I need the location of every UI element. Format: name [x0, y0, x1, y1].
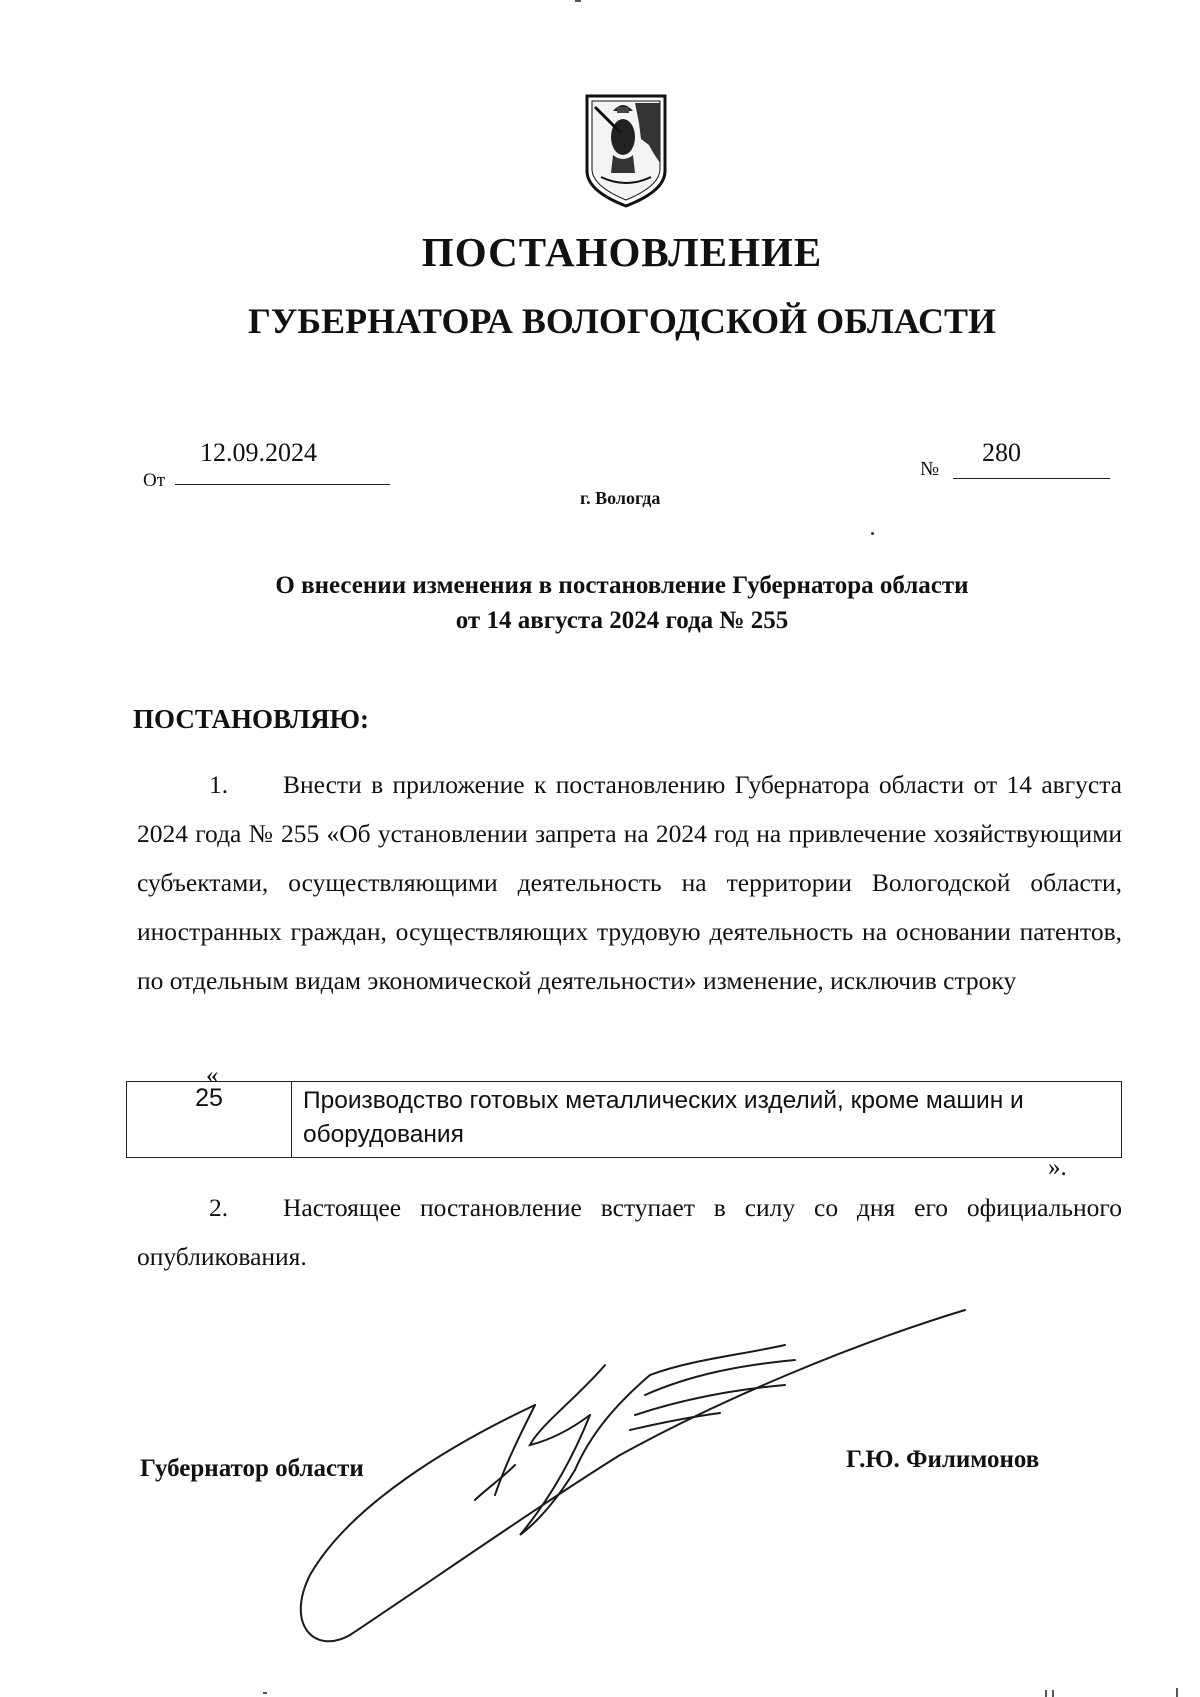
- signatory-name: Г.Ю. Филимонов: [846, 1446, 1040, 1473]
- document-subject: [0, 568, 1200, 638]
- paragraph-number: 2.: [209, 1193, 229, 1222]
- excluded-row-table: [126, 1081, 1122, 1158]
- document-subtitle: ГУБЕРНАТОРА ВОЛОГОДСКОЙ ОБЛАСТИ: [247, 301, 997, 341]
- signatory-title: Губернатор области: [140, 1455, 364, 1482]
- document-date: 12.09.2024: [200, 438, 317, 467]
- subject-line-2: от 14 августа 2024 года № 255: [455, 607, 789, 634]
- paragraph-text: Настоящее постановление вступает в силу со дня его официального опубликования.: [137, 1193, 1122, 1271]
- scan-mark: [1052, 1690, 1054, 1697]
- quote-open: «: [206, 1062, 219, 1089]
- paragraph-text: Внести в приложение к постановлению Губернатора области от 14 августа 2024 года № 255 «Об установлении запрета на 2024 год на привлечение хозяйствующими субъектами, осуществляющими деятельность на территории Вологодской области, иностранных граждан, осуществляющих трудовую деятельность на основании патентов, по отдельным видам экономической деятельности» изменение, исключив строку: [137, 770, 1122, 995]
- scan-mark: [1045, 1690, 1047, 1697]
- paragraph-2: [137, 1183, 1122, 1281]
- decree-heading: ПОСТАНОВЛЯЮ:: [133, 704, 369, 734]
- scan-mark: [1176, 1688, 1178, 1697]
- scan-mark: [263, 1692, 267, 1694]
- document-number: 280: [982, 438, 1021, 467]
- number-label: №: [920, 458, 940, 480]
- date-underline: [175, 484, 390, 485]
- document-title: ПОСТАНОВЛЕНИЕ: [421, 229, 823, 275]
- table-cell-code: 25: [127, 1082, 292, 1157]
- coat-of-arms-icon: [583, 93, 669, 209]
- table-cell-activity: Производство готовых металлических изделий, кроме машин и оборудования: [303, 1087, 1024, 1148]
- handwritten-signature-icon: [290, 1305, 980, 1645]
- paragraph-1: [137, 760, 1122, 1005]
- date-label: От: [143, 470, 166, 491]
- quote-close: ».: [1048, 1154, 1067, 1181]
- paragraph-number: 1.: [209, 770, 229, 799]
- document-city: г. Вологда: [580, 488, 661, 508]
- scan-mark: [575, 0, 581, 2]
- number-underline: [953, 478, 1110, 479]
- subject-line-1: О внесении изменения в постановление Губернатора области: [275, 572, 969, 599]
- scan-dot: [871, 532, 874, 535]
